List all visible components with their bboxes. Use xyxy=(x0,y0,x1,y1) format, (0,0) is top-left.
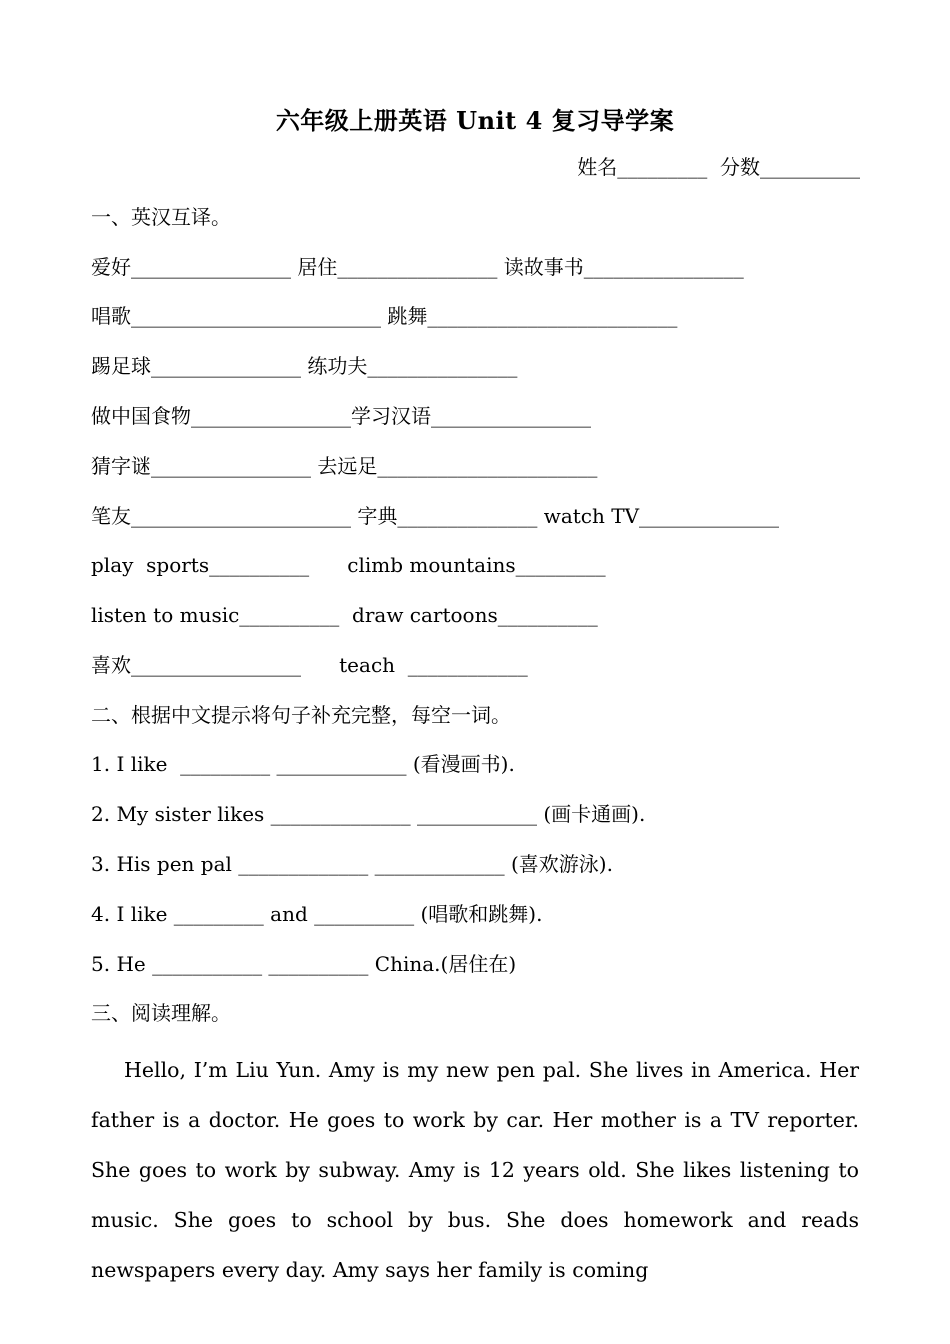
section2-item: 3. His pen pal _____________ _____________ (喜欢游泳). xyxy=(91,852,613,876)
section1-heading: 一、英汉互译。 xyxy=(91,205,231,229)
section1-line: play sports__________ climb mountains_________ xyxy=(91,553,606,577)
section1-line: 唱歌_________________________ 跳舞_________________________ xyxy=(91,304,678,328)
section2-item: 4. I like _________ and __________ (唱歌和跳舞). xyxy=(91,902,543,926)
section2-item: 5. He ___________ __________ China.(居住在) xyxy=(91,952,517,976)
reading-passage: Hello, I’m Liu Yun. Amy is my new pen pal. She lives in America. Her father is a doctor. He goes to work by car. Her mother is a TV reporter. She goes to work by subway. Amy is 12 years old. She likes listening to music. She goes to school by bus. She does homework and reads newspapers every day. Amy says her family is coming xyxy=(91,1058,859,1282)
section3-heading: 三、阅读理解。 xyxy=(91,1001,231,1025)
name-score-fields: 姓名_________ 分数__________ xyxy=(577,155,860,179)
section1-line: 笔友______________________ 字典______________ watch TV______________ xyxy=(91,504,780,528)
section2-heading: 二、根据中文提示将句子补充完整，每空一词。 xyxy=(91,703,511,727)
section1-line: 踢足球_______________ 练功夫_______________ xyxy=(91,354,518,378)
section2-item: 1. I like _________ _____________ (看漫画书). xyxy=(91,752,515,776)
section1-line: 猜字谜________________ 去远足______________________ xyxy=(91,454,598,478)
section1-line: 喜欢_________________ teach ____________ xyxy=(91,653,528,677)
section1-line: listen to music__________ draw cartoons__________ xyxy=(91,603,598,627)
section1-line: 爱好________________ 居住________________ 读故事书________________ xyxy=(91,255,744,279)
section1-line: 做中国食物________________学习汉语________________ xyxy=(91,404,591,428)
section2-item: 2. My sister likes ______________ ____________ (画卡通画). xyxy=(91,802,646,826)
page-title: 六年级上册英语 Unit 4 复习导学案 xyxy=(275,106,675,135)
